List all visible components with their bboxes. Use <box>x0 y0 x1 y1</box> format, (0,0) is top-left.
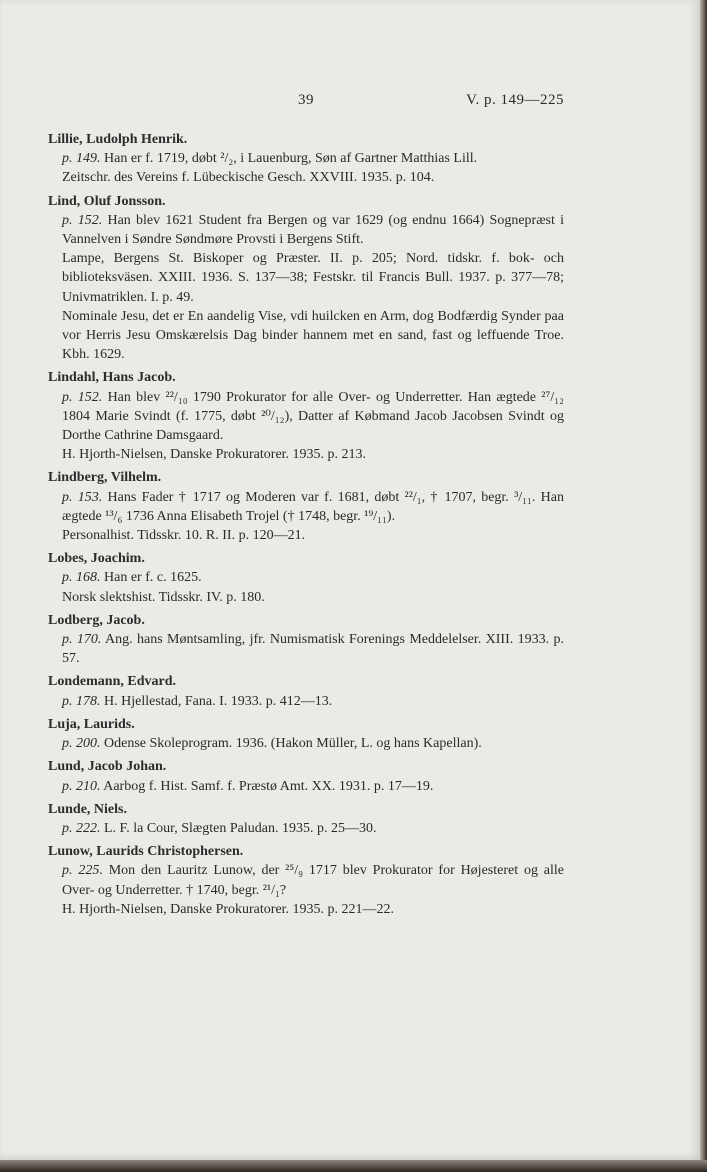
entry-name: Luja, Laurids. <box>48 716 135 732</box>
entry-text <box>48 488 564 526</box>
entry-text <box>48 149 564 168</box>
entry-page-ref: p. 149. <box>62 151 101 167</box>
entry <box>48 757 564 795</box>
entry-name: Lindberg, Vilhelm. <box>48 470 162 486</box>
entry-page-ref: p. 225. <box>62 863 103 879</box>
entry-body: Aarbog f. Hist. Samf. f. Præstø Amt. XX. 1931. p. 17—19. <box>103 778 434 794</box>
entry-name: Lobes, Joachim. <box>48 551 145 567</box>
entry-text <box>48 568 564 587</box>
entry-name: Lindahl, Hans Jacob. <box>48 370 176 386</box>
entry-text <box>48 819 564 838</box>
entry <box>48 130 564 188</box>
entry-body: Hans Fader † 1717 og Moderen var f. 1681, døbt ²²/₁, † 1707, begr. ³/₁₁. Han ægtede ¹³/₆ 1736 Anna Elisabeth Trojel († 1748, begr. ¹⁹/₁₁). <box>62 489 565 524</box>
entry-text <box>48 388 564 446</box>
entry-text <box>48 692 564 711</box>
entry-text <box>48 777 564 796</box>
entry-body: H. Hjellestad, Fana. I. 1933. p. 412—13. <box>104 693 333 709</box>
entry-page-ref: p. 153. <box>62 489 103 505</box>
entry-body: Han er f. 1719, døbt ²/₂, i Lauenburg, Søn af Gartner Matthias Lill. <box>104 151 478 167</box>
entry <box>48 800 564 838</box>
entry-body: Odense Skoleprogram. 1936. (Hakon Müller, L. og hans Kapellan). <box>104 736 482 752</box>
entry-reference: Norsk slektshist. Tidsskr. IV. p. 180. <box>62 589 265 605</box>
entry-page-ref: p. 178. <box>62 693 101 709</box>
entry-body: Han blev 1621 Student fra Bergen og var 1629 (og endnu 1664) Sognepræst i Vannelven i Søndre Søndmøre Provsti i Bergens Stift. <box>62 212 565 248</box>
entries-list <box>48 130 564 923</box>
entry-page-ref: p. 168. <box>62 570 101 586</box>
entry-reference: H. Hjorth-Nielsen, Danske Prokuratorer. 1935. p. 213. <box>62 447 367 463</box>
entry <box>48 468 564 545</box>
entry-reference: Lampe, Bergens St. Biskoper og Præster. II. p. 205; Nord. tidskr. f. bok- och biblioteksväsen. XXIII. 1936. S. 137—38; Festskr. til Francis Bull. 1937. p. 377—78; Univmatriklen. I. p. 49. <box>62 251 564 305</box>
entry-body: Mon den Lauritz Lunow, der ²⁵/₉ 1717 blev Prokurator for Højesteret og alle Over- og Underretter. † 1740, begr. ²¹/₁? <box>62 863 565 898</box>
entry-name: Lund, Jacob Johan. <box>48 759 167 775</box>
entry-body: Han er f. c. 1625. <box>104 570 202 586</box>
entry-name: Lunow, Laurids Christophersen. <box>48 844 244 860</box>
entry-name: Lunde, Niels. <box>48 801 127 817</box>
page-number: 39 <box>298 92 314 108</box>
entry-name: Londemann, Edvard. <box>48 674 176 690</box>
entry-reference: Nominale Jesu, det er En aandelig Vise, vdi huilcken en Arm, dog Bodfærdig Synder paa vor Herris Jesu Omskærelsis Dag binder hannem met en sand, fast og leffuende Troe. Kbh. 1629. <box>62 308 564 363</box>
entry <box>48 549 564 607</box>
page-edge-right <box>700 0 707 1172</box>
entry <box>48 192 564 365</box>
page-edge-bottom <box>0 1160 707 1172</box>
entry <box>48 672 564 710</box>
entry-body: Ang. hans Møntsamling, jfr. Numismatisk Forenings Meddelelser. XIII. 1933. p. 57. <box>62 632 564 667</box>
entry-page-ref: p. 210. <box>62 778 101 794</box>
entry <box>48 368 564 464</box>
entry-text <box>48 211 564 249</box>
entry-text <box>48 861 564 899</box>
entry-page-ref: p. 170. <box>62 632 102 648</box>
entry-page-ref: p. 152. <box>62 212 103 228</box>
entry <box>48 715 564 753</box>
entry-body: L. F. la Cour, Slægten Paludan. 1935. p. 25—30. <box>104 820 377 836</box>
entry-reference: Zeitschr. des Vereins f. Lübeckische Gesch. XXVIII. 1935. p. 104. <box>62 170 435 186</box>
entry <box>48 842 564 919</box>
page-range: V. p. 149—225 <box>466 92 564 108</box>
entry-text <box>48 734 564 753</box>
entry-page-ref: p. 222. <box>62 820 101 836</box>
entry-page-ref: p. 152. <box>62 389 103 405</box>
entry-reference: H. Hjorth-Nielsen, Danske Prokuratorer. 1935. p. 221—22. <box>62 901 395 917</box>
entry <box>48 611 564 669</box>
running-header <box>48 92 564 114</box>
entry-name: Lillie, Ludolph Henrik. <box>48 132 188 147</box>
entry-reference: Personalhist. Tidsskr. 10. R. II. p. 120—21. <box>62 528 306 544</box>
entry-text <box>48 630 564 668</box>
entry-body: Han blev ²²/₁₀ 1790 Prokurator for alle Over- og Underretter. Han ægtede ²⁷/₁₂ 1804 Marie Svindt (f. 1775, døbt ²⁰/₁₂), Datter af Købmand Jacob Jacobsen Svindt og Dorthe Cathrine Damsgaard. <box>62 389 565 444</box>
entry-name: Lind, Oluf Jonsson. <box>48 193 166 209</box>
entry-name: Lodberg, Jacob. <box>48 612 145 628</box>
entry-page-ref: p. 200. <box>62 736 101 752</box>
